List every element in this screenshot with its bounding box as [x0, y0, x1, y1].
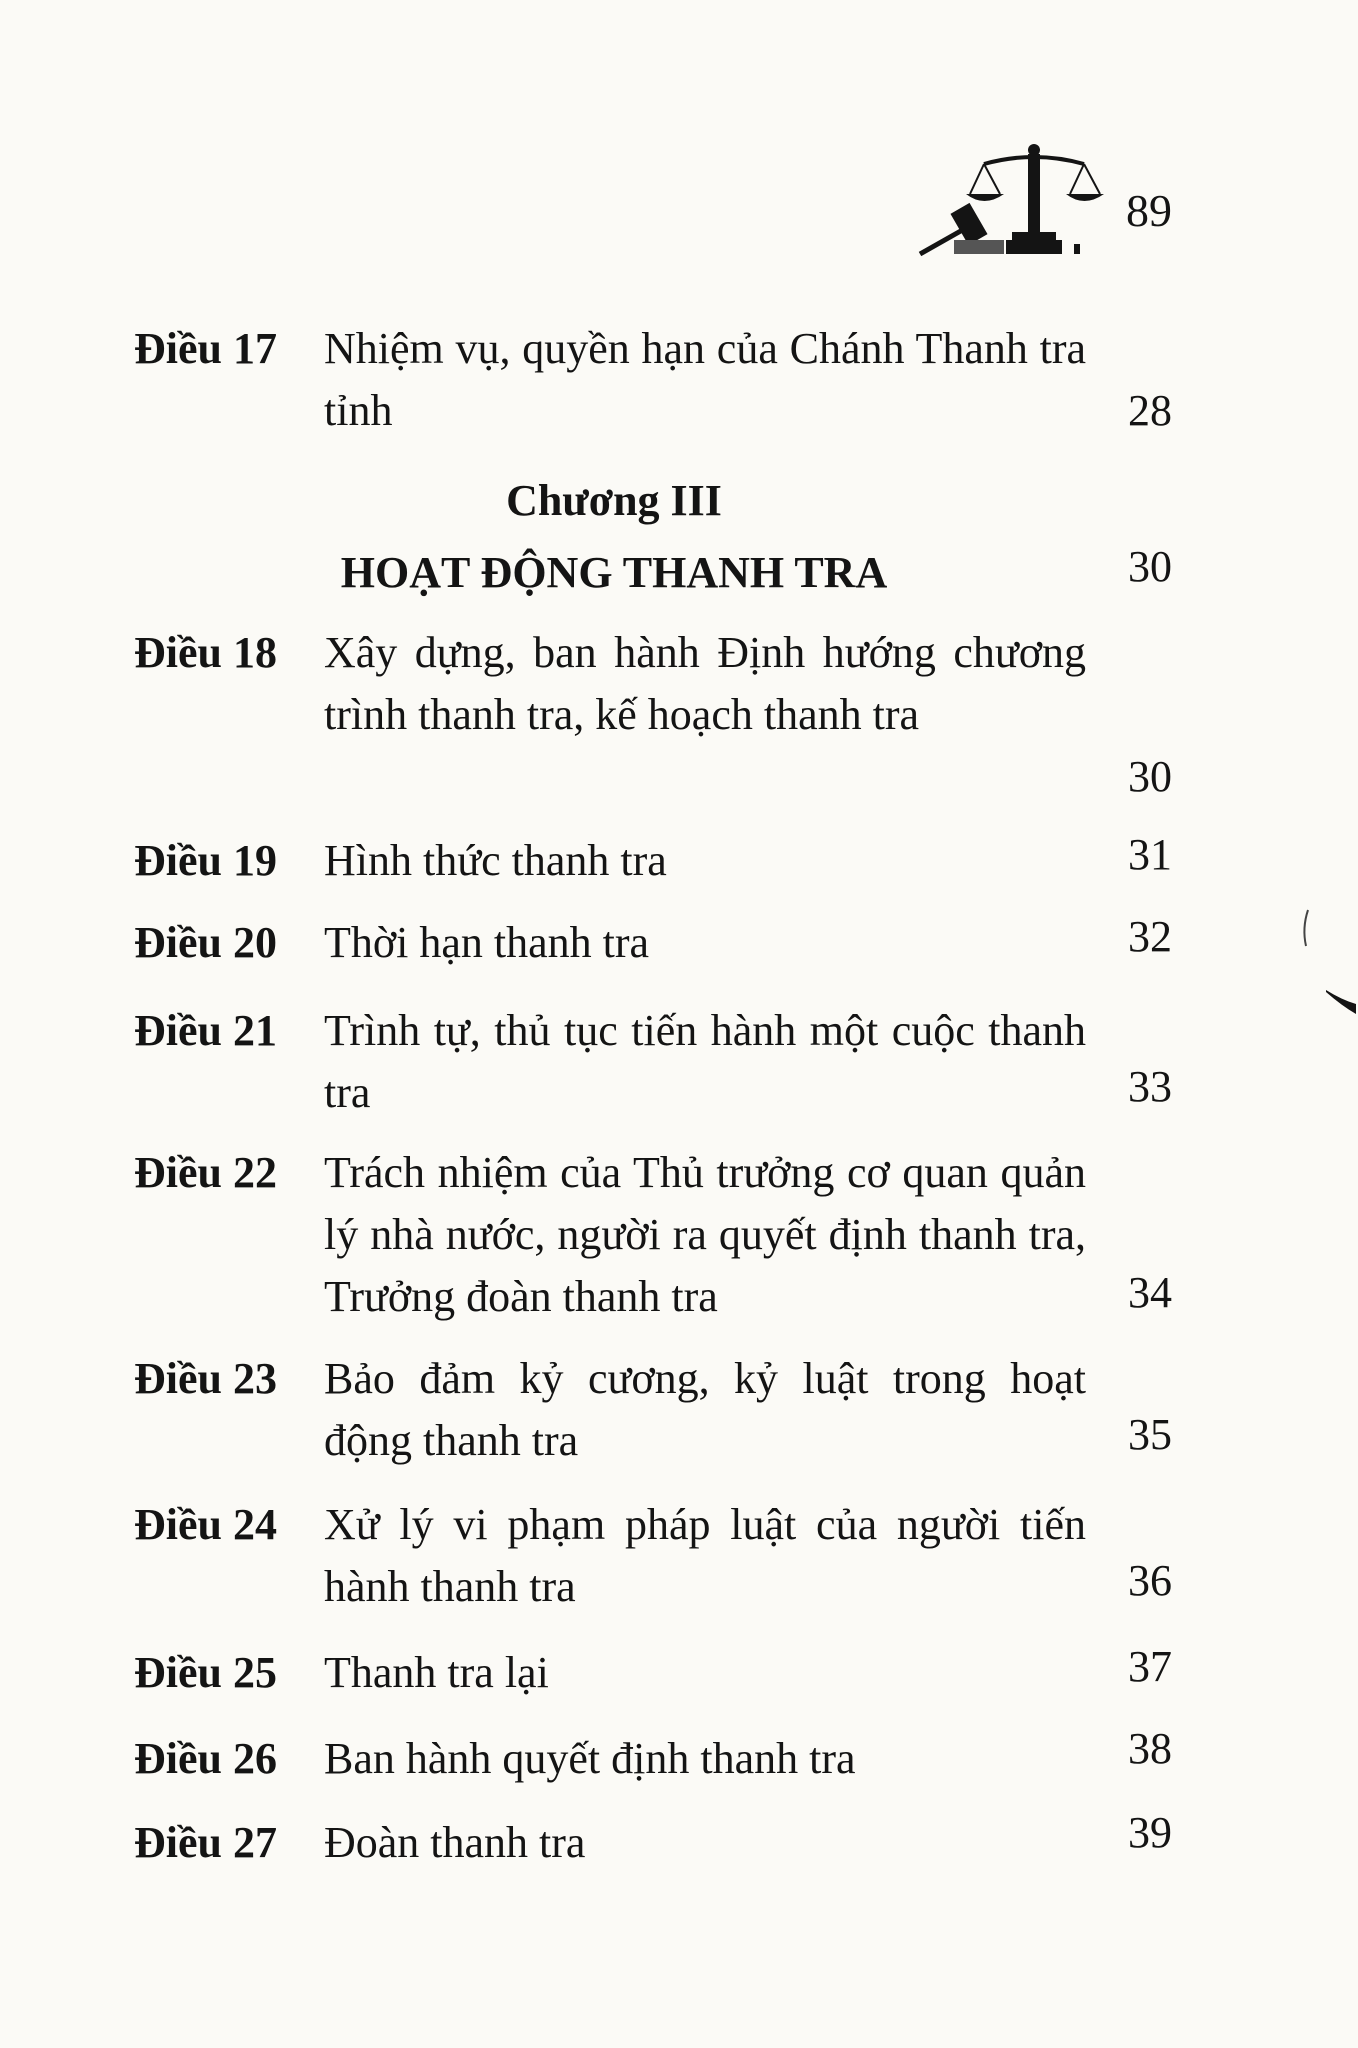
scan-edge-mark: [1290, 900, 1358, 1040]
article-title: Bảo đảm kỷ cương, kỷ luật trong hoạt động thanh tra: [324, 1354, 1086, 1465]
article-page-number: 38: [1128, 1724, 1172, 1773]
article-label: Điều 22: [134, 1148, 277, 1197]
article-page-number: 31: [1128, 830, 1172, 879]
article-page-number: 35: [1128, 1410, 1172, 1459]
article-page-number: 34: [1128, 1268, 1172, 1317]
article-title: Xây dựng, ban hành Định hướng chương trình thanh tra, kế hoạch thanh tra: [324, 628, 1086, 739]
article-title: Đoàn thanh tra: [324, 1818, 586, 1867]
article-label: Điều 18: [134, 628, 277, 677]
article-page-number: 37: [1128, 1642, 1172, 1691]
article-label: Điều 25: [134, 1648, 277, 1697]
chapter-title: HOẠT ĐỘNG THANH TRA: [340, 548, 888, 597]
article-label: Điều 27: [134, 1818, 277, 1867]
article-page-number: 36: [1128, 1556, 1172, 1605]
article-title: Ban hành quyết định thanh tra: [324, 1734, 856, 1783]
article-label: Điều 26: [134, 1734, 277, 1783]
article-label: Điều 17: [134, 324, 277, 373]
article-title: Thanh tra lại: [324, 1648, 549, 1697]
article-title: Nhiệm vụ, quyền hạn của Chánh Thanh tra tỉnh: [324, 324, 1086, 435]
article-label: Điều 24: [134, 1500, 277, 1549]
article-title: Trình tự, thủ tục tiến hành một cuộc thanh tra: [324, 1006, 1086, 1117]
article-title: Thời hạn thanh tra: [324, 918, 650, 967]
article-page-number: 32: [1128, 912, 1172, 961]
article-label: Điều 21: [134, 1006, 277, 1055]
chapter-label: Chương III: [506, 476, 722, 525]
article-label: Điều 20: [134, 918, 277, 967]
article-label: Điều 23: [134, 1354, 277, 1403]
article-page-number: 39: [1128, 1808, 1172, 1857]
article-page-number: 28: [1128, 386, 1172, 435]
article-title: Trách nhiệm của Thủ trưởng cơ quan quản lý nhà nước, người ra quyết định thanh tra, Trưởng đoàn thanh tra: [324, 1148, 1086, 1321]
article-page-number: 33: [1128, 1062, 1172, 1111]
chapter-page-number: 30: [1128, 542, 1172, 591]
article-page-number: 30: [1128, 752, 1172, 801]
article-title: Hình thức thanh tra: [324, 836, 667, 885]
article-label: Điều 19: [134, 836, 277, 885]
page-number: 89: [1126, 185, 1172, 236]
article-title: Xử lý vi phạm pháp luật của người tiến hành thanh tra: [324, 1500, 1086, 1611]
